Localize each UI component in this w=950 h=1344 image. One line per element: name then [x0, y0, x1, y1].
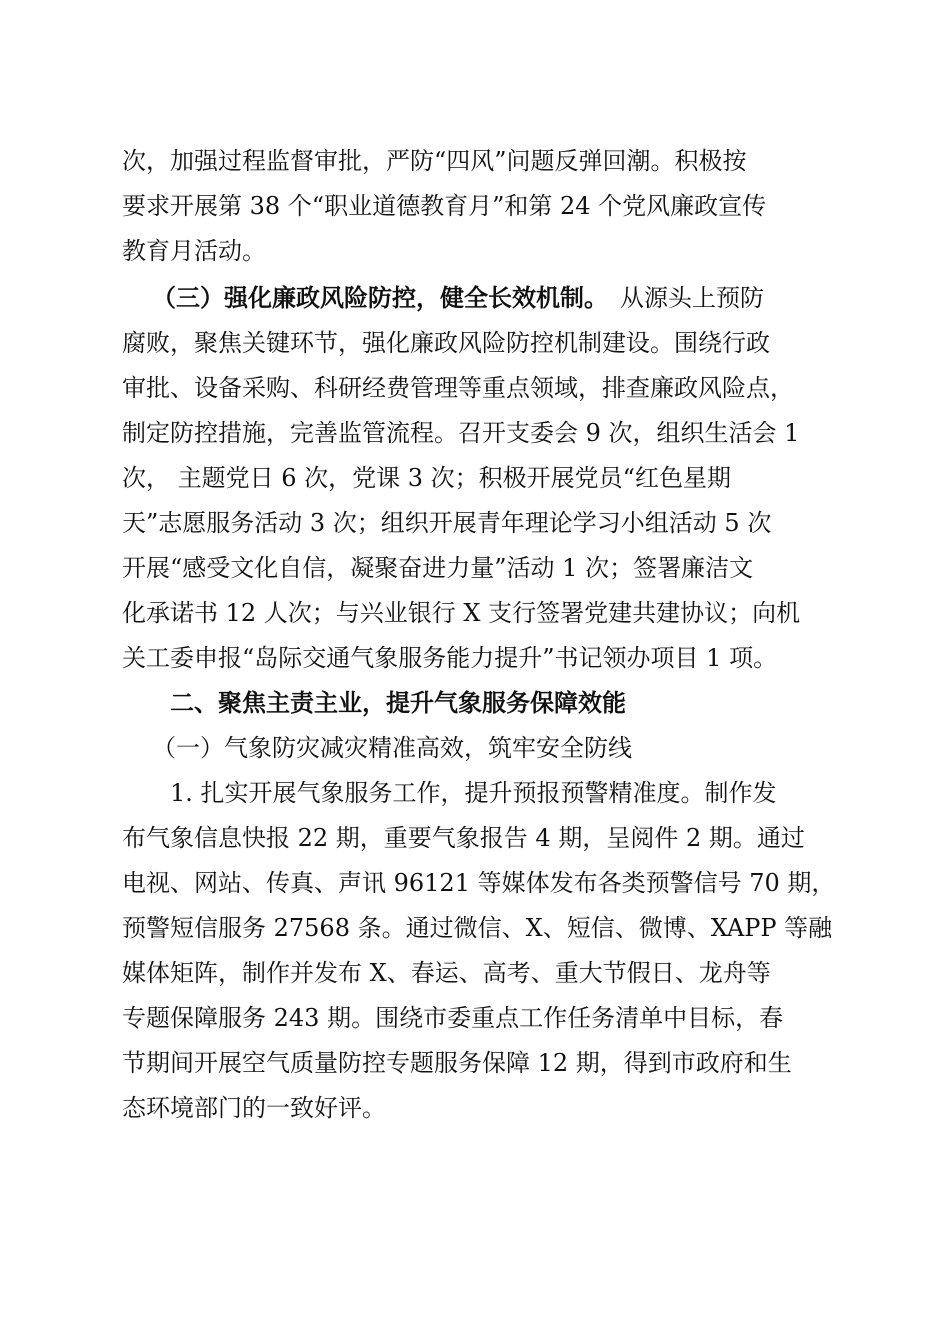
paragraph-line: 布气象信息快报 22 期，重要气象报告 4 期，呈阅件 2 期。通过 [122, 824, 805, 852]
paragraph-line: 1. 扎实开展气象服务工作，提升预报预警精准度。制作发 [170, 779, 777, 807]
paragraph-line: 天”志愿服务活动 3 次；组织开展青年理论学习小组活动 5 次 [122, 509, 772, 537]
paragraph-line: 腐败，聚焦关键环节，强化廉政风险防控机制建设。围绕行政 [122, 329, 770, 357]
paragraph-line: 教育月活动。 [122, 237, 266, 265]
paragraph-line: 化承诺书 12 人次；与兴业银行 X 支行签署党建共建协议；向机 [122, 599, 801, 627]
paragraph-line: 态环境部门的一致好评。 [122, 1094, 386, 1122]
paragraph-line: 制定防控措施，完善监管流程。召开支委会 9 次，组织生活会 1 [122, 419, 800, 447]
paragraph-line: 专题保障服务 243 期。围绕市委重点工作任务清单中目标，春 [122, 1004, 784, 1032]
paragraph-line: 电视、网站、传真、声讯 96121 等媒体发布各类预警信号 70 期， [122, 869, 836, 897]
paragraph-line: 媒体矩阵，制作并发布 X、春运、高考、重大节假日、龙舟等 [122, 959, 771, 987]
paragraph-line: 开展“感受文化自信，凝聚奋进力量”活动 1 次；签署廉洁文 [122, 554, 754, 582]
paragraph-line: 要求开展第 38 个“职业道德教育月”和第 24 个党风廉政宣传 [122, 192, 767, 220]
paragraph-line: 审批、设备采购、科研经费管理等重点领域，排查廉政风险点， [122, 374, 794, 402]
paragraph-line: 次， 主题党日 6 次，党课 3 次；积极开展党员“红色星期 [122, 464, 731, 492]
paragraph-line: 节期间开展空气质量防控专题服务保障 12 期，得到市政府和生 [122, 1049, 792, 1077]
paragraph-line: 预警短信服务 27568 条。通过微信、X、短信、微博、XAPP 等融 [122, 914, 833, 942]
paragraph-line: 次，加强过程监督审批，严防“四风”问题反弹回潮。积极按 [122, 147, 747, 175]
paragraph-line: 关工委申报“岛际交通气象服务能力提升”书记领办项目 1 项。 [122, 644, 778, 672]
section-heading-2: 二、聚焦主责主业，提升气象服务保障效能 [170, 689, 626, 717]
subsection-heading-1: （一）气象防灾减灾精准高效，筑牢安全防线 [152, 734, 632, 762]
paragraph-line: 从源头上预防 [620, 284, 764, 312]
subsection-heading-3: （三）强化廉政风险防控，健全长效机制。 [152, 283, 608, 312]
